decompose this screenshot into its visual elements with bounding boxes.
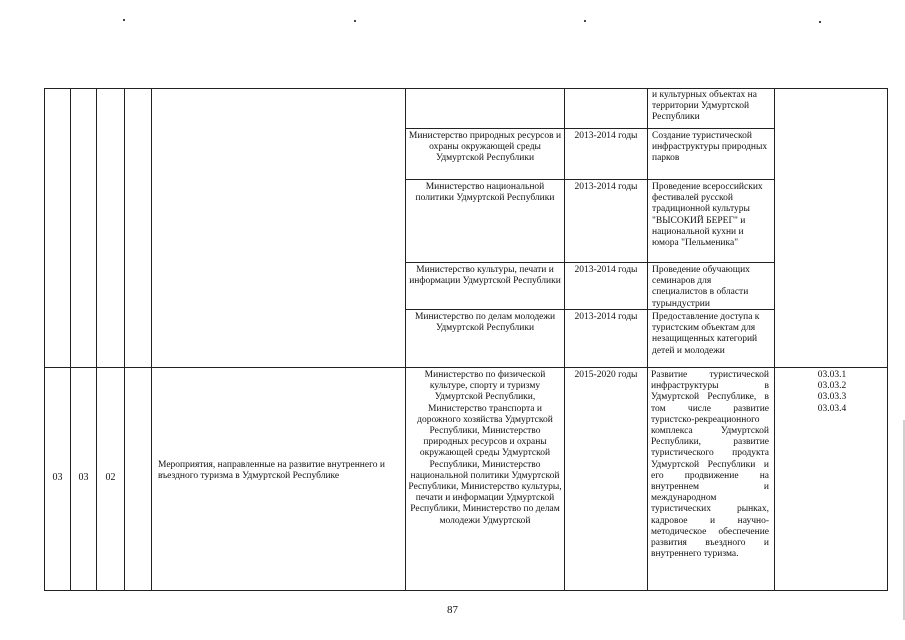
table-border-top xyxy=(44,88,888,89)
page-number: 87 xyxy=(447,604,458,616)
continuation-result: и культурных объектах на территории Удмуртской Республики xyxy=(652,90,757,123)
sub-row-period: 2013-2014 годы xyxy=(574,182,638,192)
main-row-name: Мероприятия, направленные на развитие внутреннего и въездного туризма в Удмуртской Республике xyxy=(158,460,385,482)
scan-speck xyxy=(584,20,586,22)
sub-row-executor: Министерство по делам молодежи Удмуртской Республики xyxy=(414,312,556,334)
main-row-code-1: 03 xyxy=(52,472,63,483)
main-row-result: Развитие туристической инфраструктуры в Удмуртской Республике, в том числе развитие туристско-рекреационного комплекса Удмуртской Республики, развитие туристического продукта Удмуртской Республики и его продвижение на внутреннем и международном туристических рынках, кадровое и научно-методическое обеспечение развития въездного и внутреннего туризма. xyxy=(651,370,769,560)
row-divider xyxy=(44,367,888,368)
row-divider xyxy=(405,128,775,129)
sub-row-period: 2013-2014 годы xyxy=(574,265,638,275)
table-border-left xyxy=(44,88,45,591)
sub-row-period: 2013-2014 годы xyxy=(574,131,638,141)
indicator-code: 03.03.2 xyxy=(817,381,847,392)
column-divider xyxy=(774,88,775,591)
sub-row-result: Предоставление доступа к туристским объектам для незащищенных категорий детей и молодежи xyxy=(652,312,760,356)
sub-row-result: Проведение всероссийских фестивалей русской традиционной культуры "ВЫСОКИЙ БЕРЕГ" и национальной кухни и юмора "Пельменика" xyxy=(652,182,763,249)
column-divider xyxy=(70,88,71,591)
sub-row-executor: Министерство национальной политики Удмуртской Республики xyxy=(415,182,555,204)
table-border-bottom xyxy=(44,590,888,591)
column-divider xyxy=(151,88,152,591)
table-border-right xyxy=(887,88,888,591)
main-row-indicators xyxy=(792,370,872,415)
indicator-code: 03.03.3 xyxy=(817,392,847,403)
sub-row-result: Создание туристической инфраструктуры природных парков xyxy=(652,131,768,164)
scan-speck xyxy=(354,20,356,22)
sub-row-executor: Министерство природных ресурсов и охраны окружающей среды Удмуртской Республики xyxy=(408,131,562,164)
sub-row-result: Проведение обучающих семинаров для специалистов в области турындустрии xyxy=(652,265,750,309)
scan-speck xyxy=(123,19,125,21)
column-divider xyxy=(124,88,125,591)
main-row-period: 2015-2020 годы xyxy=(574,370,638,380)
column-divider xyxy=(564,88,565,591)
column-divider xyxy=(647,88,648,591)
main-row-code-3: 02 xyxy=(105,472,116,483)
row-divider xyxy=(405,309,775,310)
main-row-executor: Министерство по физической культуре, спорту и туризму Удмуртской Республики, Министерство транспорта и дорожного хозяйства Удмуртской Республики, Министерство природных ресурсов и охраны окружающей среды Удмуртской Республики, Министерство национальной политики Удмуртской Республики, Министерство культуры, печати и информации Удмуртской Республики, Министерство по делам молодежи Удмуртской xyxy=(408,370,562,526)
main-row-code-2: 03 xyxy=(78,472,89,483)
indicator-code: 03.03.1 xyxy=(817,370,847,380)
scan-speck xyxy=(819,21,821,23)
sub-row-period: 2013-2014 годы xyxy=(574,312,638,322)
column-divider xyxy=(405,88,406,591)
row-divider xyxy=(405,262,775,263)
column-divider xyxy=(96,88,97,591)
sub-row-executor: Министерство культуры, печати и информации Удмуртской Республики xyxy=(409,265,561,287)
indicator-code: 03.03.4 xyxy=(817,403,847,414)
row-divider xyxy=(405,179,775,180)
